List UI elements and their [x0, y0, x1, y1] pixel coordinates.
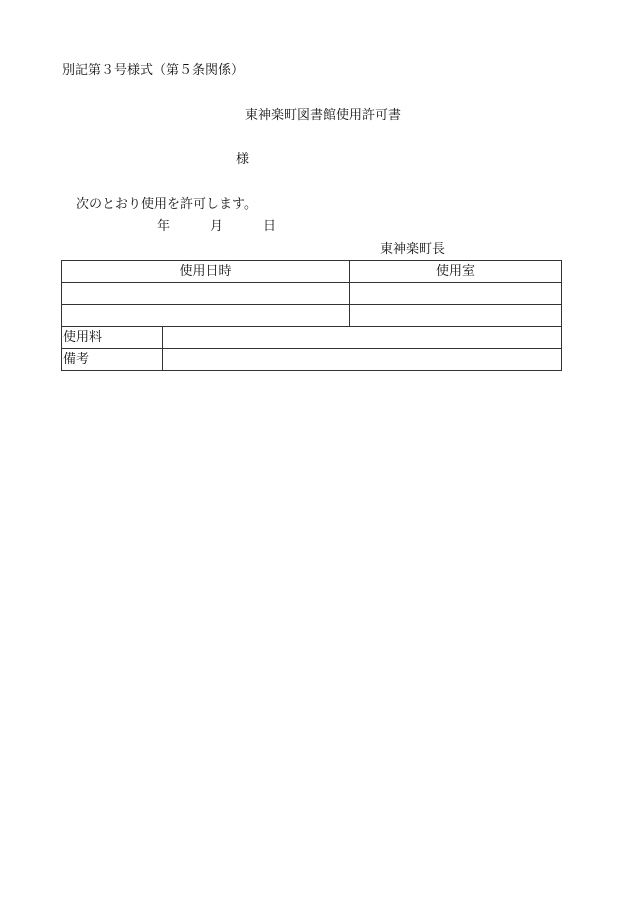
permission-statement: 次のとおり使用を許可します。 — [76, 197, 257, 212]
usage-room-cell — [350, 283, 562, 305]
table-row — [62, 283, 562, 305]
fee-row — [62, 327, 562, 349]
document-title: 東神楽町図書館使用許可書 — [244, 108, 401, 123]
addressee-suffix: 様 — [236, 152, 250, 167]
usage-datetime-cell — [62, 283, 350, 305]
remarks-value — [163, 349, 562, 371]
header-usage-room: 使用室 — [350, 261, 562, 283]
table-row — [62, 305, 562, 327]
header-usage-datetime: 使用日時 — [62, 261, 350, 283]
fee-label: 使用料 — [62, 327, 163, 349]
date-month-label: 月 — [210, 219, 224, 234]
table-header-row — [62, 261, 562, 283]
remarks-label: 備考 — [62, 349, 163, 371]
permit-table — [61, 260, 562, 371]
issuer-name: 東神楽町長 — [380, 242, 446, 257]
date-day-label: 日 — [263, 219, 277, 234]
usage-room-cell — [350, 305, 562, 327]
fee-value — [163, 327, 562, 349]
remarks-row — [62, 349, 562, 371]
usage-datetime-cell — [62, 305, 350, 327]
date-year-label: 年 — [157, 219, 171, 234]
form-number-label: 別記第３号様式（第５条関係） — [62, 63, 245, 78]
